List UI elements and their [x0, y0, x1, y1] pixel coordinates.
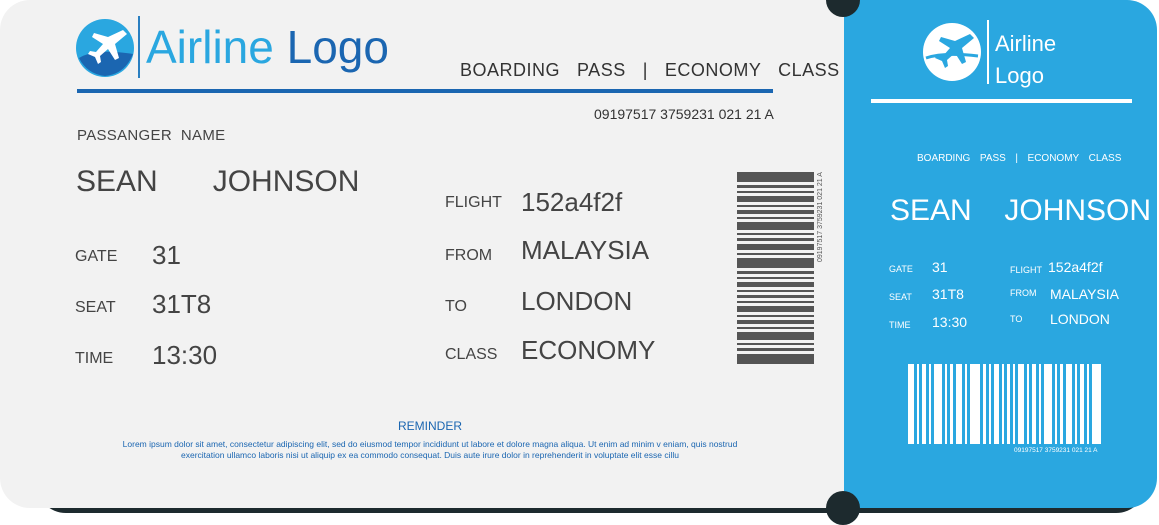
stub-from-value: MALAYSIA — [1050, 286, 1119, 302]
class-value: ECONOMY — [521, 335, 656, 365]
stub-passenger-name: SEAN JOHNSON — [890, 194, 1152, 227]
stub-logo-word-1: Airline — [995, 31, 1057, 56]
stub-seat-label: SEAT — [889, 292, 912, 302]
gate-label: GATE — [75, 248, 118, 265]
logo-word-1: Airline — [146, 21, 274, 73]
stub-logo-word-2: Logo — [995, 63, 1044, 88]
reminder-title: REMINDER — [397, 419, 462, 433]
stub-time-label: TIME — [889, 320, 911, 330]
stub-barcode — [908, 364, 1101, 444]
stub-flight-label: FLIGHT — [1010, 265, 1043, 275]
stub-flight-value: 152a4f2f — [1048, 259, 1103, 275]
from-value: MALAYSIA — [521, 235, 650, 265]
flight-label: FLIGHT — [445, 194, 502, 211]
header-rule — [77, 89, 773, 93]
main-barcode — [737, 172, 814, 364]
class-label: CLASS — [445, 346, 498, 363]
stub-barcode-code: 09197517 3759231 021 21 A — [1014, 447, 1098, 454]
flight-value: 152a4f2f — [521, 187, 623, 217]
to-value: LONDON — [521, 286, 633, 316]
seat-value: 31T8 — [152, 289, 212, 319]
passenger-name-label: PASSANGER NAME — [77, 127, 226, 144]
from-label: FROM — [445, 247, 493, 264]
time-value: 13:30 — [152, 340, 218, 370]
stub-seat-value: 31T8 — [932, 286, 964, 302]
stub-time-value: 13:30 — [932, 314, 968, 330]
perforation-notch-bottom — [826, 491, 860, 525]
boarding-pass-type: BOARDING PASS | ECONOMY CLASS — [460, 60, 840, 80]
stub-to-label: TO — [1010, 314, 1023, 324]
logo-divider — [138, 16, 140, 78]
stub-from-label: FROM — [1010, 288, 1037, 298]
seat-label: SEAT — [75, 299, 116, 316]
logo-word-2: Logo — [286, 21, 389, 73]
gate-value: 31 — [152, 240, 181, 270]
stub-gate-value: 31 — [932, 259, 948, 275]
airline-logo-text — [146, 22, 389, 72]
reminder-text: Lorem ipsum dolor sit amet, consectetur adipiscing elit, sed do eiusmod tempor incididunt ut labore et dolore magna aliqua. Ut enim ad minim v eniam, quis nostrud exercitation ullamco laboris nisi ut aliquip ex ea commodo consequat. Duis aute irure dolor in reprehenderit in voluptate elit esse cillu — [122, 439, 738, 460]
airplane-icon — [75, 18, 135, 78]
to-label: TO — [445, 298, 467, 315]
stub-airplane-icon — [922, 22, 982, 82]
time-label: TIME — [75, 350, 114, 367]
stub-logo-divider — [987, 20, 989, 84]
passenger-name: SEAN JOHNSON — [76, 165, 360, 198]
ticket-code: 09197517 3759231 021 21 A — [594, 106, 774, 122]
stub-header-rule — [871, 99, 1132, 103]
stub-to-value: LONDON — [1050, 311, 1110, 327]
stub-logo-text — [995, 28, 1095, 92]
stub-gate-label: GATE — [889, 264, 913, 274]
stub-boarding-pass-type: BOARDING PASS | ECONOMY CLASS — [917, 153, 1122, 164]
main-barcode-code: 09197517 3759231 021 21 A — [817, 172, 824, 262]
